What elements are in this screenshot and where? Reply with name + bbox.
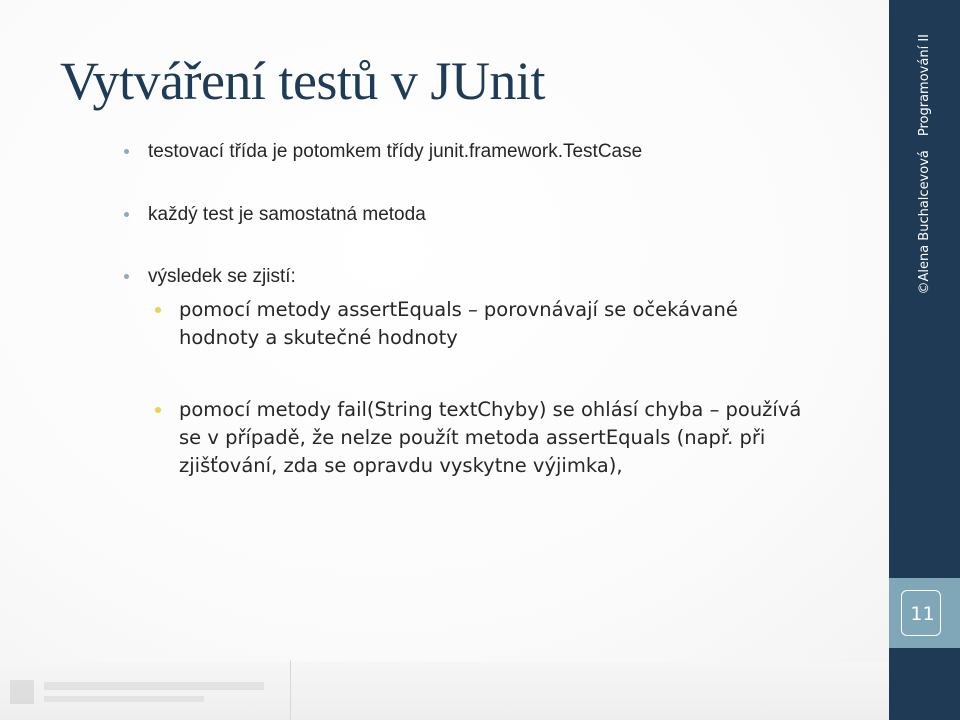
bullet-item: [124, 266, 296, 288]
page-number-frame: [901, 590, 941, 636]
course-label: Programování II: [917, 34, 932, 137]
sub-bullet-text: pomocí metody fail(String textChyby) se ohlásí chyba – používá se v případě, že nelze použít metoda assertEquals (např. při zjišťování, zda se opravdu vyskytne výjimka),: [179, 398, 802, 477]
footer-logo-icon: [10, 672, 280, 712]
bullet-text: každý test je samostatná metoda: [148, 204, 426, 225]
sub-bullet-text: pomocí metody assertEquals – porovnávají se očekávané hodnoty a skutečné hodnoty: [179, 298, 738, 349]
bullet-dot-icon: [124, 149, 129, 154]
bullet-item: [124, 141, 642, 163]
footer-divider: [290, 660, 291, 720]
sub-bullet-item: [155, 296, 805, 352]
page-number: 11: [910, 603, 935, 625]
sidebar-vertical-label: [907, 34, 943, 474]
bullet-text: výsledek se zjistí:: [148, 266, 296, 287]
author-label: ©Alena Buchalcevová: [917, 150, 932, 295]
bullet-item: [124, 204, 426, 226]
bullet-text: testovací třída je potomkem třídy junit.framework.TestCase: [148, 141, 643, 162]
slide-title: Vytváření testů v JUnit: [60, 51, 545, 111]
sub-bullet-item: [155, 396, 805, 480]
sub-bullet-dot-icon: [155, 407, 161, 413]
bullet-dot-icon: [124, 212, 129, 217]
sub-bullet-dot-icon: [155, 307, 161, 313]
page-number-box: [889, 578, 960, 648]
bullet-dot-icon: [124, 274, 129, 279]
